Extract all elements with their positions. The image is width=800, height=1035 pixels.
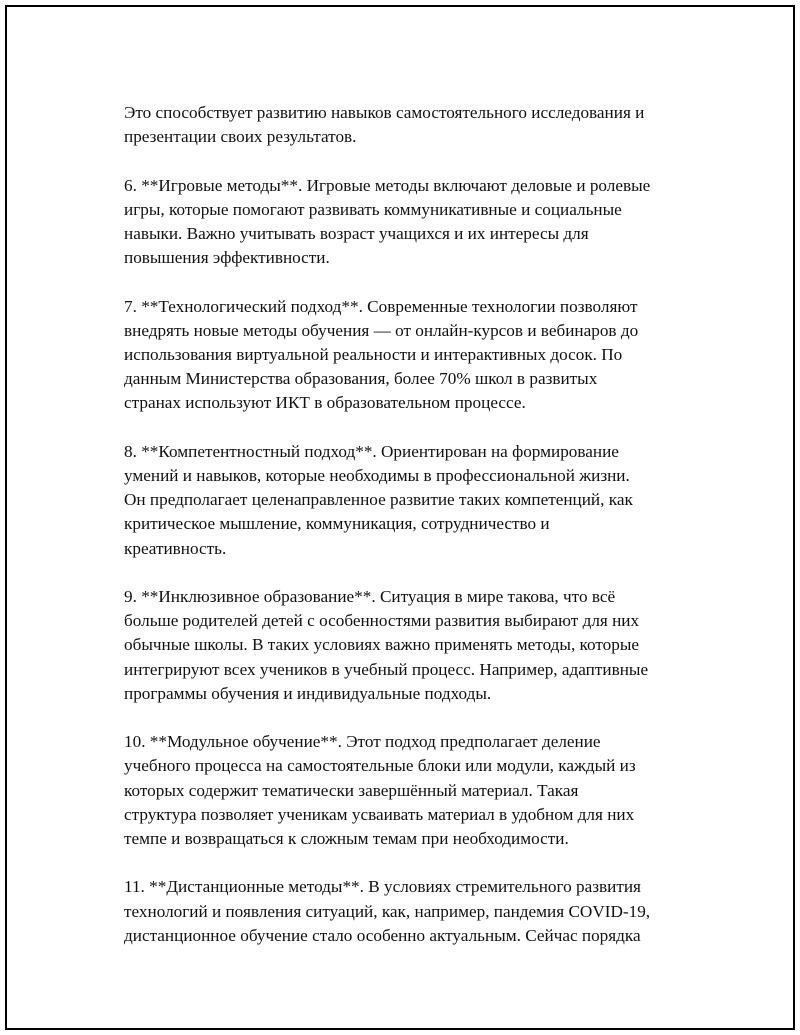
text-line: странах используют ИКТ в образовательном процессе. xyxy=(124,393,526,413)
text-line: креативность. xyxy=(124,538,227,558)
text-line: внедрять новые методы обучения — от онлайн-курсов и вебинаров до xyxy=(124,320,639,340)
paragraph xyxy=(124,101,699,149)
text-line: навыки. Важно учитывать возраст учащихся и их интересы для xyxy=(124,224,589,243)
text-line: презентации своих результатов. xyxy=(124,127,357,147)
paragraph xyxy=(124,174,699,271)
text-line: Это способствует развитию навыков самостоятельного исследования и xyxy=(124,103,645,122)
text-line: данным Министерства образования, более 70% школ в развитых xyxy=(124,369,598,389)
text-line: технологий и появления ситуаций, как, например, пандемия COVID-19, xyxy=(124,901,651,921)
text-line: Он предполагает целенаправленное развитие таких компетенций, как xyxy=(124,490,633,510)
text-line: больше родителей детей с особенностями развития выбирают для них xyxy=(124,611,640,631)
text-line: темпе и возвращаться к сложным темам при необходимости. xyxy=(124,829,569,849)
text-line: игры, которые помогают развивать коммуникативные и социальные xyxy=(124,199,622,219)
text-line: обычные школы. В таких условиях важно применять методы, которые xyxy=(124,635,640,655)
text-line: использования виртуальной реальности и интерактивных досок. По xyxy=(124,345,623,364)
text-line: дистанционное обучение стало особенно актуальным. Сейчас порядка xyxy=(124,925,641,945)
text-line: 11. **Дистанционные методы**. В условиях стремительного развития xyxy=(124,877,641,897)
paragraph xyxy=(124,295,699,416)
text-line: интегрируют всех учеников в учебный процесс. Например, адаптивные xyxy=(124,659,649,679)
text-line: 8. **Компетентностный подход**. Ориентирован на формирование xyxy=(124,441,619,461)
text-line: которых содержит тематически завершённый материал. Такая xyxy=(124,780,579,800)
text-line: повышения эффективности. xyxy=(124,248,330,268)
paragraph xyxy=(124,440,699,561)
paragraph xyxy=(124,875,699,948)
text-line: структура позволяет ученикам усваивать материал в удобном для них xyxy=(124,804,635,824)
text-line: 9. **Инклюзивное образование**. Ситуация в мире такова, что всё xyxy=(124,587,616,606)
text-line: критическое мышление, коммуникация, сотрудничество и xyxy=(124,514,550,534)
page-content xyxy=(124,101,699,972)
text-line: 6. **Игровые методы**. Игровые методы включают деловые и ролевые xyxy=(124,175,651,195)
paragraph xyxy=(124,730,699,851)
text-line: 10. **Модульное обучение**. Этот подход предполагает деление xyxy=(124,732,601,752)
paragraph xyxy=(124,585,699,706)
page-frame xyxy=(5,5,795,1030)
text-line: учебного процесса на самостоятельные блоки или модули, каждый из xyxy=(124,756,636,776)
text-line: умений и навыков, которые необходимы в профессиональной жизни. xyxy=(124,466,630,485)
text-line: 7. **Технологический подход**. Современные технологии позволяют xyxy=(124,296,638,316)
text-line: программы обучения и индивидуальные подходы. xyxy=(124,683,492,703)
